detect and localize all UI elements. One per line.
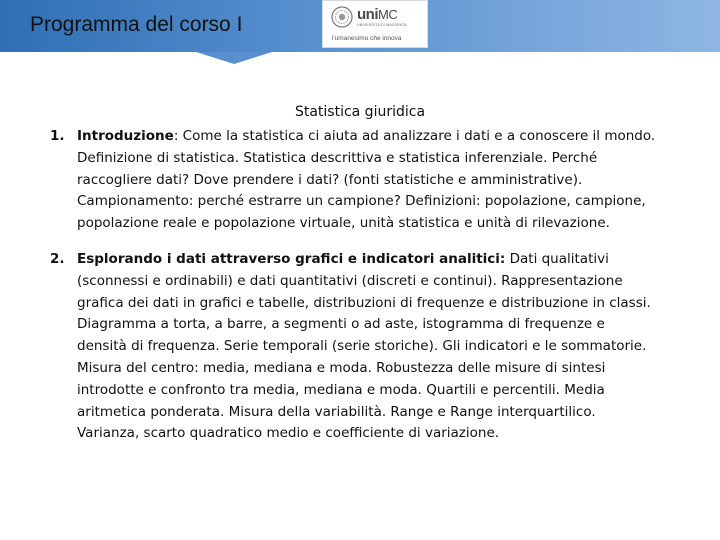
header-pointer (196, 52, 272, 64)
topic-item (28, 126, 656, 235)
topic-text: Dati qualitativi (sconnessi e ordinabili) e dati quantitativi (discreti e continui). Rappresentazione grafica dei dati in grafici e tabelle, distribuzioni di frequenze e distribuzione in classi. Diagramma a torta, a barre, a segmenti o ad aste, istogramma di frequenze e densità di frequenza. Serie temporali (serie storiche). Gli indicatori e le sommatorie. Misura del centro: media, mediana e moda. Robustezza delle misure di sintesi introdotte e confronto tra media, mediana e moda. Quartili e percentili. Media aritmetica ponderata. Misura della variabilità. Range e Range interquartilico. Varianza, scarto quadratico medio e coefficiente di variazione. (77, 250, 651, 442)
topic-number: 2. (50, 250, 65, 267)
topic-number: 1. (50, 128, 65, 144)
topic-heading: Introduzione (77, 128, 174, 144)
university-logo (322, 0, 428, 48)
logo-tagline: l'umanesimo che innova (332, 35, 402, 42)
logo-subtitle: UNIVERSITÀ DI MACERATA (357, 23, 407, 27)
topic-text: : Come la statistica ci aiuta ad analizzare i dati e a conoscere il mondo. Definizione di statistica. Statistica descrittiva e statistica inferenziale. Perché raccogliere dati? Dove prendere i dati? (fonti statistiche e amministrative). Campionamento: perché estrarre un campione? Definizioni: popolazione, campione, popolazione reale e popolazione virtuale, unità statistica e unità di rilevazione. (77, 128, 656, 232)
logo-name-bold: uni (357, 6, 378, 23)
logo-name-thin: MC (378, 7, 398, 22)
topic-list (28, 126, 656, 445)
topic-item (28, 249, 656, 445)
slide-title: Programma del corso I (30, 13, 243, 36)
logo-wordmark (357, 6, 397, 23)
topic-heading: Esplorando i dati attraverso grafici e indicatori analitici: (77, 250, 506, 267)
university-seal-icon (331, 6, 353, 28)
content-title: Statistica giuridica (294, 104, 426, 120)
